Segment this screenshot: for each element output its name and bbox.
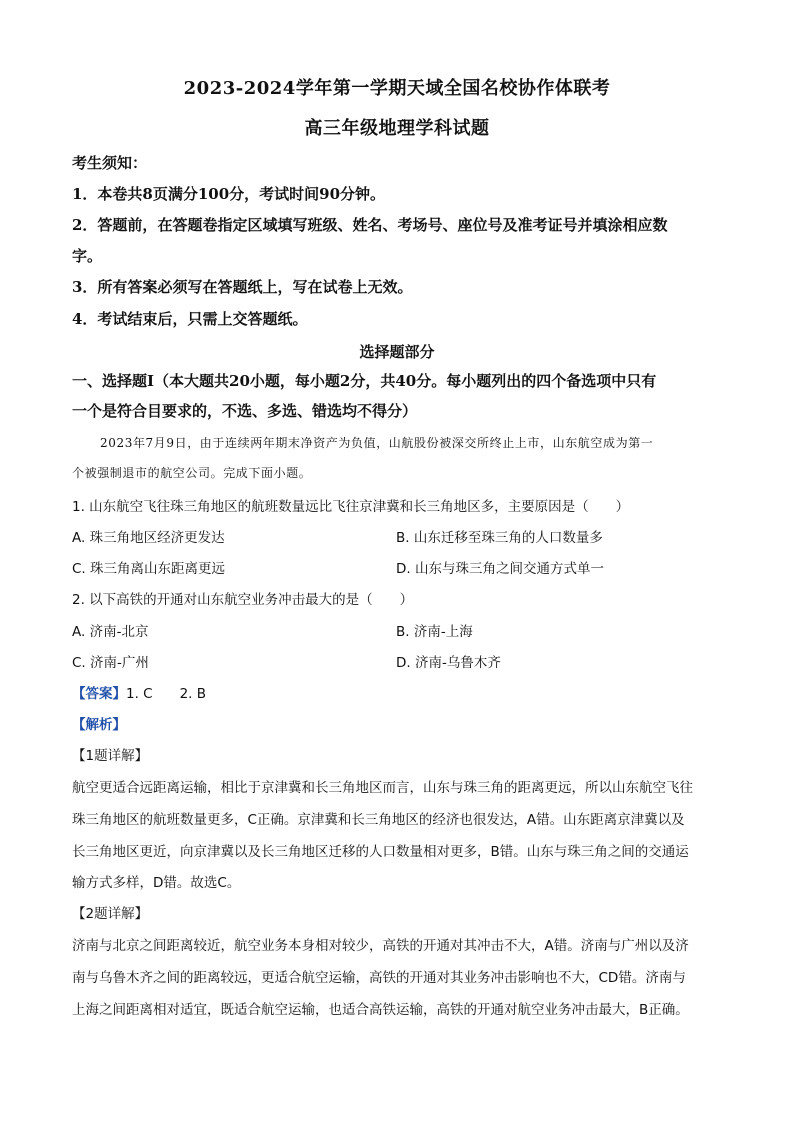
option-b: B. 济南-上海 — [396, 624, 473, 640]
answer-line — [72, 682, 722, 702]
section-title: 选择题部分 — [359, 343, 435, 361]
notice-item: 2．答题前，在答题卷指定区域填写班级、姓名、考场号、座位号及准考证号并填涂相应数 — [72, 216, 668, 234]
answer-tag: 【答案】 — [72, 686, 126, 702]
notice-item: 1．本卷共8页满分100分，考试时间90分钟。 — [72, 185, 386, 203]
analysis-tag: 【解析】 — [72, 717, 126, 733]
option-c: C. 济南-广州 — [72, 655, 149, 671]
option-d: D. 济南-乌鲁木齐 — [396, 655, 501, 671]
question-stem: 1. 山东航空飞往珠三角地区的航班数量远比飞往京津冀和长三角地区多，主要原因是（ ） — [72, 499, 630, 515]
q2-detail-text: 上海之间距离相对适宜，既适合航空运输，也适合高铁运输，高铁的开通对航空业务冲击最大，B正确。 — [72, 1002, 689, 1018]
q2-detail-heading: 【2题详解】 — [72, 906, 149, 922]
q1-detail-text: 珠三角地区的航班数量更多，C正确。京津冀和长三角地区的经济也很发达，A错。山东距离京津冀以及 — [72, 812, 685, 828]
q1-detail-text: 航空更适合远距离运输，相比于京津冀和长三角地区而言，山东与珠三角的距离更远，所以山东航空飞往 — [72, 780, 693, 796]
q1-detail-heading: 【1题详解】 — [72, 748, 149, 764]
answer-text: 1. C 2. B — [126, 686, 207, 702]
exam-title: 2023-2024学年第一学期天域全国名校协作体联考 — [183, 78, 611, 99]
analysis-line — [72, 713, 722, 733]
exam-subtitle: 高三年级地理学科试题 — [304, 118, 490, 139]
q2-detail-text: 济南与北京之间距离较近，航空业务本身相对较少，高铁的开通对其冲击不大，A错。济南与广州以及济 — [72, 938, 689, 954]
option-c: C. 珠三角离山东距离更远 — [72, 561, 226, 577]
q1-detail-text: 输方式多样，D错。故选C。 — [72, 875, 241, 891]
section-instruction: 一、选择题Ⅰ（本大题共20小题，每小题2分，共40分。每小题列出的四个备选项中只有 — [72, 372, 657, 390]
question-stem: 2. 以下高铁的开通对山东航空业务冲击最大的是（ ） — [72, 592, 414, 608]
notice-item: 4．考试结束后，只需上交答题纸。 — [72, 310, 308, 328]
passage-text: 2023年7月9日，由于连续两年期末净资产为负值，山航股份被深交所终止上市，山东航空成为第一 — [100, 436, 654, 450]
section-instruction: 一个是符合目要求的，不选、多选、错选均不得分） — [72, 402, 418, 420]
option-a: A. 济南-北京 — [72, 624, 149, 640]
notice-heading: 考生须知： — [72, 154, 148, 172]
q1-detail-text: 长三角地区更近，向京津冀以及长三角地区迁移的人口数量相对更多，B错。山东与珠三角之间的交通运 — [72, 844, 689, 860]
option-a: A. 珠三角地区经济更发达 — [72, 530, 225, 546]
passage-text: 个被强制退市的航空公司。完成下面小题。 — [72, 466, 312, 480]
option-b: B. 山东迁移至珠三角的人口数量多 — [396, 530, 603, 546]
notice-item: 字。 — [72, 247, 103, 265]
q2-detail-text: 南与乌鲁木齐之间的距离较远，更适合航空运输，高铁的开通对其业务冲击影响也不大，CD错。济南与 — [72, 970, 686, 986]
notice-item: 3．所有答案必须写在答题纸上，写在试卷上无效。 — [72, 278, 413, 296]
option-d: D. 山东与珠三角之间交通方式单一 — [396, 561, 604, 577]
